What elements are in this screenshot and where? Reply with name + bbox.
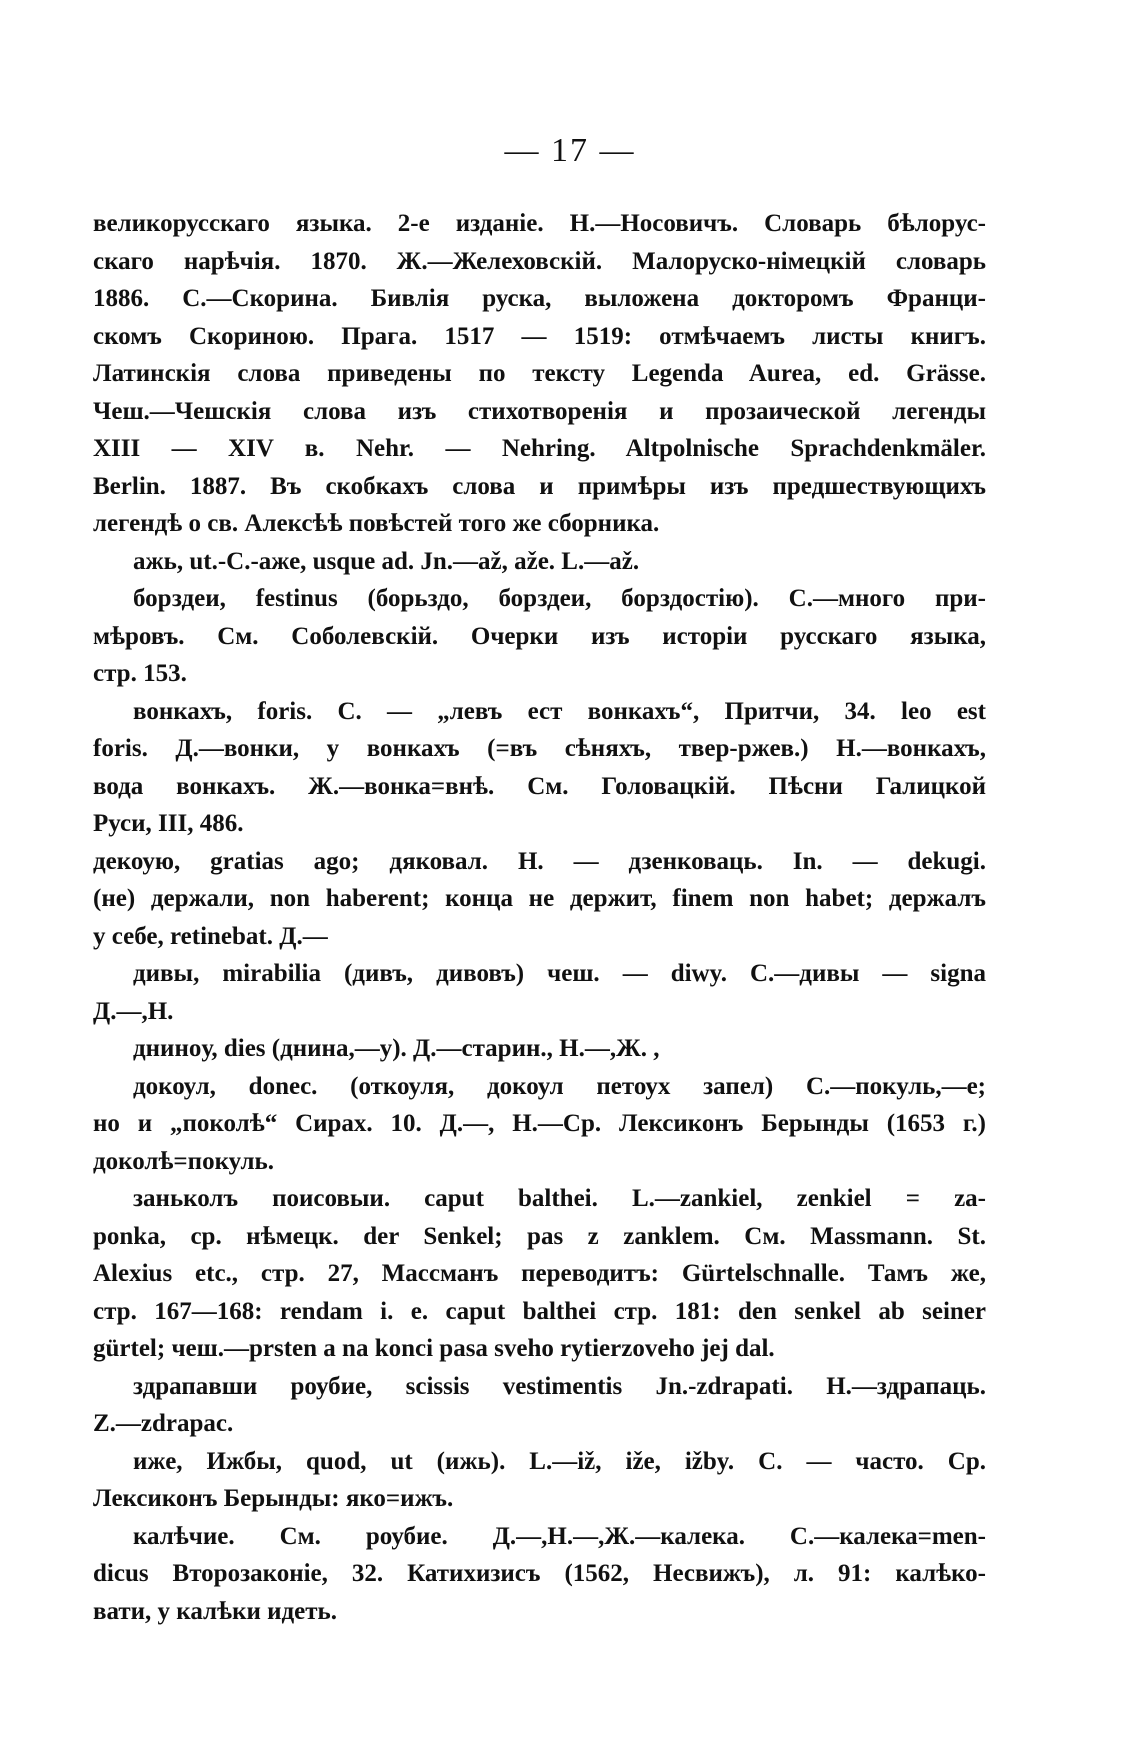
text-line: калѣчие. См. роубие. Д.—,Н.—,Ж.—калека. С.—калека=men- <box>133 1522 986 1550</box>
text-line: Латинскія слова приведены по тексту Legenda Aurea, ed. Grässe. <box>93 360 986 387</box>
text-line: Berlin. 1887. Въ скобкахъ слова и примѣры изъ предшествующихъ <box>93 472 986 500</box>
text-line: скаго нарѣчія. 1870. Ж.—Желеховскій. Малоруско-нiмецкiй словарь <box>93 247 986 275</box>
text-line: легендѣ о св. Алексѣѣ повѣстей того же сборника. <box>93 510 660 537</box>
dictionary-text <box>93 205 986 1630</box>
text-line: (не) держали, non haberent; конца не держит, finem non habet; держалъ <box>93 885 986 912</box>
text-line: декоую, gratias ago; дяковал. Н. — дзенковаць. In. — dekugi. <box>93 847 986 875</box>
text-line: Чеш.—Чешскія слова изъ стихотворенія и прозаической легенды <box>93 397 986 425</box>
text-line: скомъ Скориною. Прага. 1517 — 1519: отмѣчаемъ листы книгъ. <box>93 322 986 350</box>
text-line: великорусскаго языка. 2-е изданіе. Н.—Носовичъ. Словарь бѣлорус- <box>93 210 986 237</box>
text-line: доколѣ=покуль. <box>93 1147 274 1175</box>
text-line: ponka, ср. нѣмецк. der Senkel; pas z zanklem. См. Massmann. St. <box>93 1222 986 1250</box>
text-line: у себе, retinebat. Д.— <box>93 922 328 950</box>
text-line: здрапавши роубие, scissis vestimentis Jn.-zdrapati. Н.—здрапаць. <box>133 1372 986 1400</box>
text-line: ажь, ut.-C.-аже, usque ad. Jn.—až, aže. L.—až. <box>133 547 640 575</box>
text-line: стр. 153. <box>93 660 187 687</box>
text-line: Д.—,Н. <box>93 997 174 1025</box>
text-line: вати, у калѣки идеть. <box>93 1597 338 1625</box>
text-line: заньколъ поисовыи. caput balthei. L.—zankiel, zenkiel = za- <box>133 1185 986 1212</box>
text-line: gürtel; чеш.—prsten a na konci pasa sveho rytierzoveho jej dal. <box>93 1335 775 1362</box>
text-line: дивы, mirabilia (дивъ, дивовъ) чеш. — diwy. С.—дивы — signa <box>133 960 986 987</box>
text-line: Руси, III, 486. <box>93 810 244 837</box>
text-line: мѣровъ. См. Соболевскій. Очерки изъ исторіи русскаго языка, <box>93 622 986 650</box>
text-line: dicus Второзаконіе, 32. Катихизисъ (1562, Несвижъ), л. 91: калѣко- <box>93 1560 986 1587</box>
text-line: вонкахъ, foris. С. — „левъ ест вонкахъ“, Притчи, 34. leo est <box>133 697 986 725</box>
text-line: Alexius etc., стр. 27, Массманъ переводитъ: Gürtelschnalle. Тамъ же, <box>93 1260 986 1287</box>
page-number: — 17 — <box>504 132 636 169</box>
text-line: докоул, donec. (откоуля, докоул петоух запел) С.—покуль,—е; <box>133 1072 986 1100</box>
text-line: стр. 167—168: rendam i. e. caput balthei стр. 181: den senkel ab seiner <box>93 1297 986 1325</box>
text-line: XIII — XIV в. Nehr. — Nehring. Altpolnische Sprachdenkmäler. <box>93 435 986 462</box>
text-line: вода вонкахъ. Ж.—вонка=внѣ. См. Головацкій. Пѣсни Галицкой <box>93 772 986 800</box>
text-line: foris. Д.—вонки, у вонкахъ (=въ сѣняхъ, твер-ржев.) Н.—вонкахъ, <box>93 735 986 762</box>
text-line: Z.—zdrapac. <box>93 1410 234 1437</box>
text-line: иже, Ижбы, quod, ut (ижь). L.—iž, iže, ižby. С. — часто. Ср. <box>133 1447 986 1475</box>
text-line: днинoу, dies (днина,—у). Д.—старин., Н.—,Ж. , <box>133 1035 660 1062</box>
text-line: но и „поколѣ“ Сирах. 10. Д.—, Н.—Ср. Лексиконъ Берынды (1653 г.) <box>93 1110 986 1137</box>
text-line: борздеи, festinus (борьздо, борздеи, борздостію). С.—много при- <box>133 585 986 612</box>
text-line: 1886. С.—Скорина. Бивлiя руска, выложена докторомъ Франци- <box>93 285 986 312</box>
text-line: Лексиконъ Берынды: яко=ижъ. <box>93 1485 454 1512</box>
